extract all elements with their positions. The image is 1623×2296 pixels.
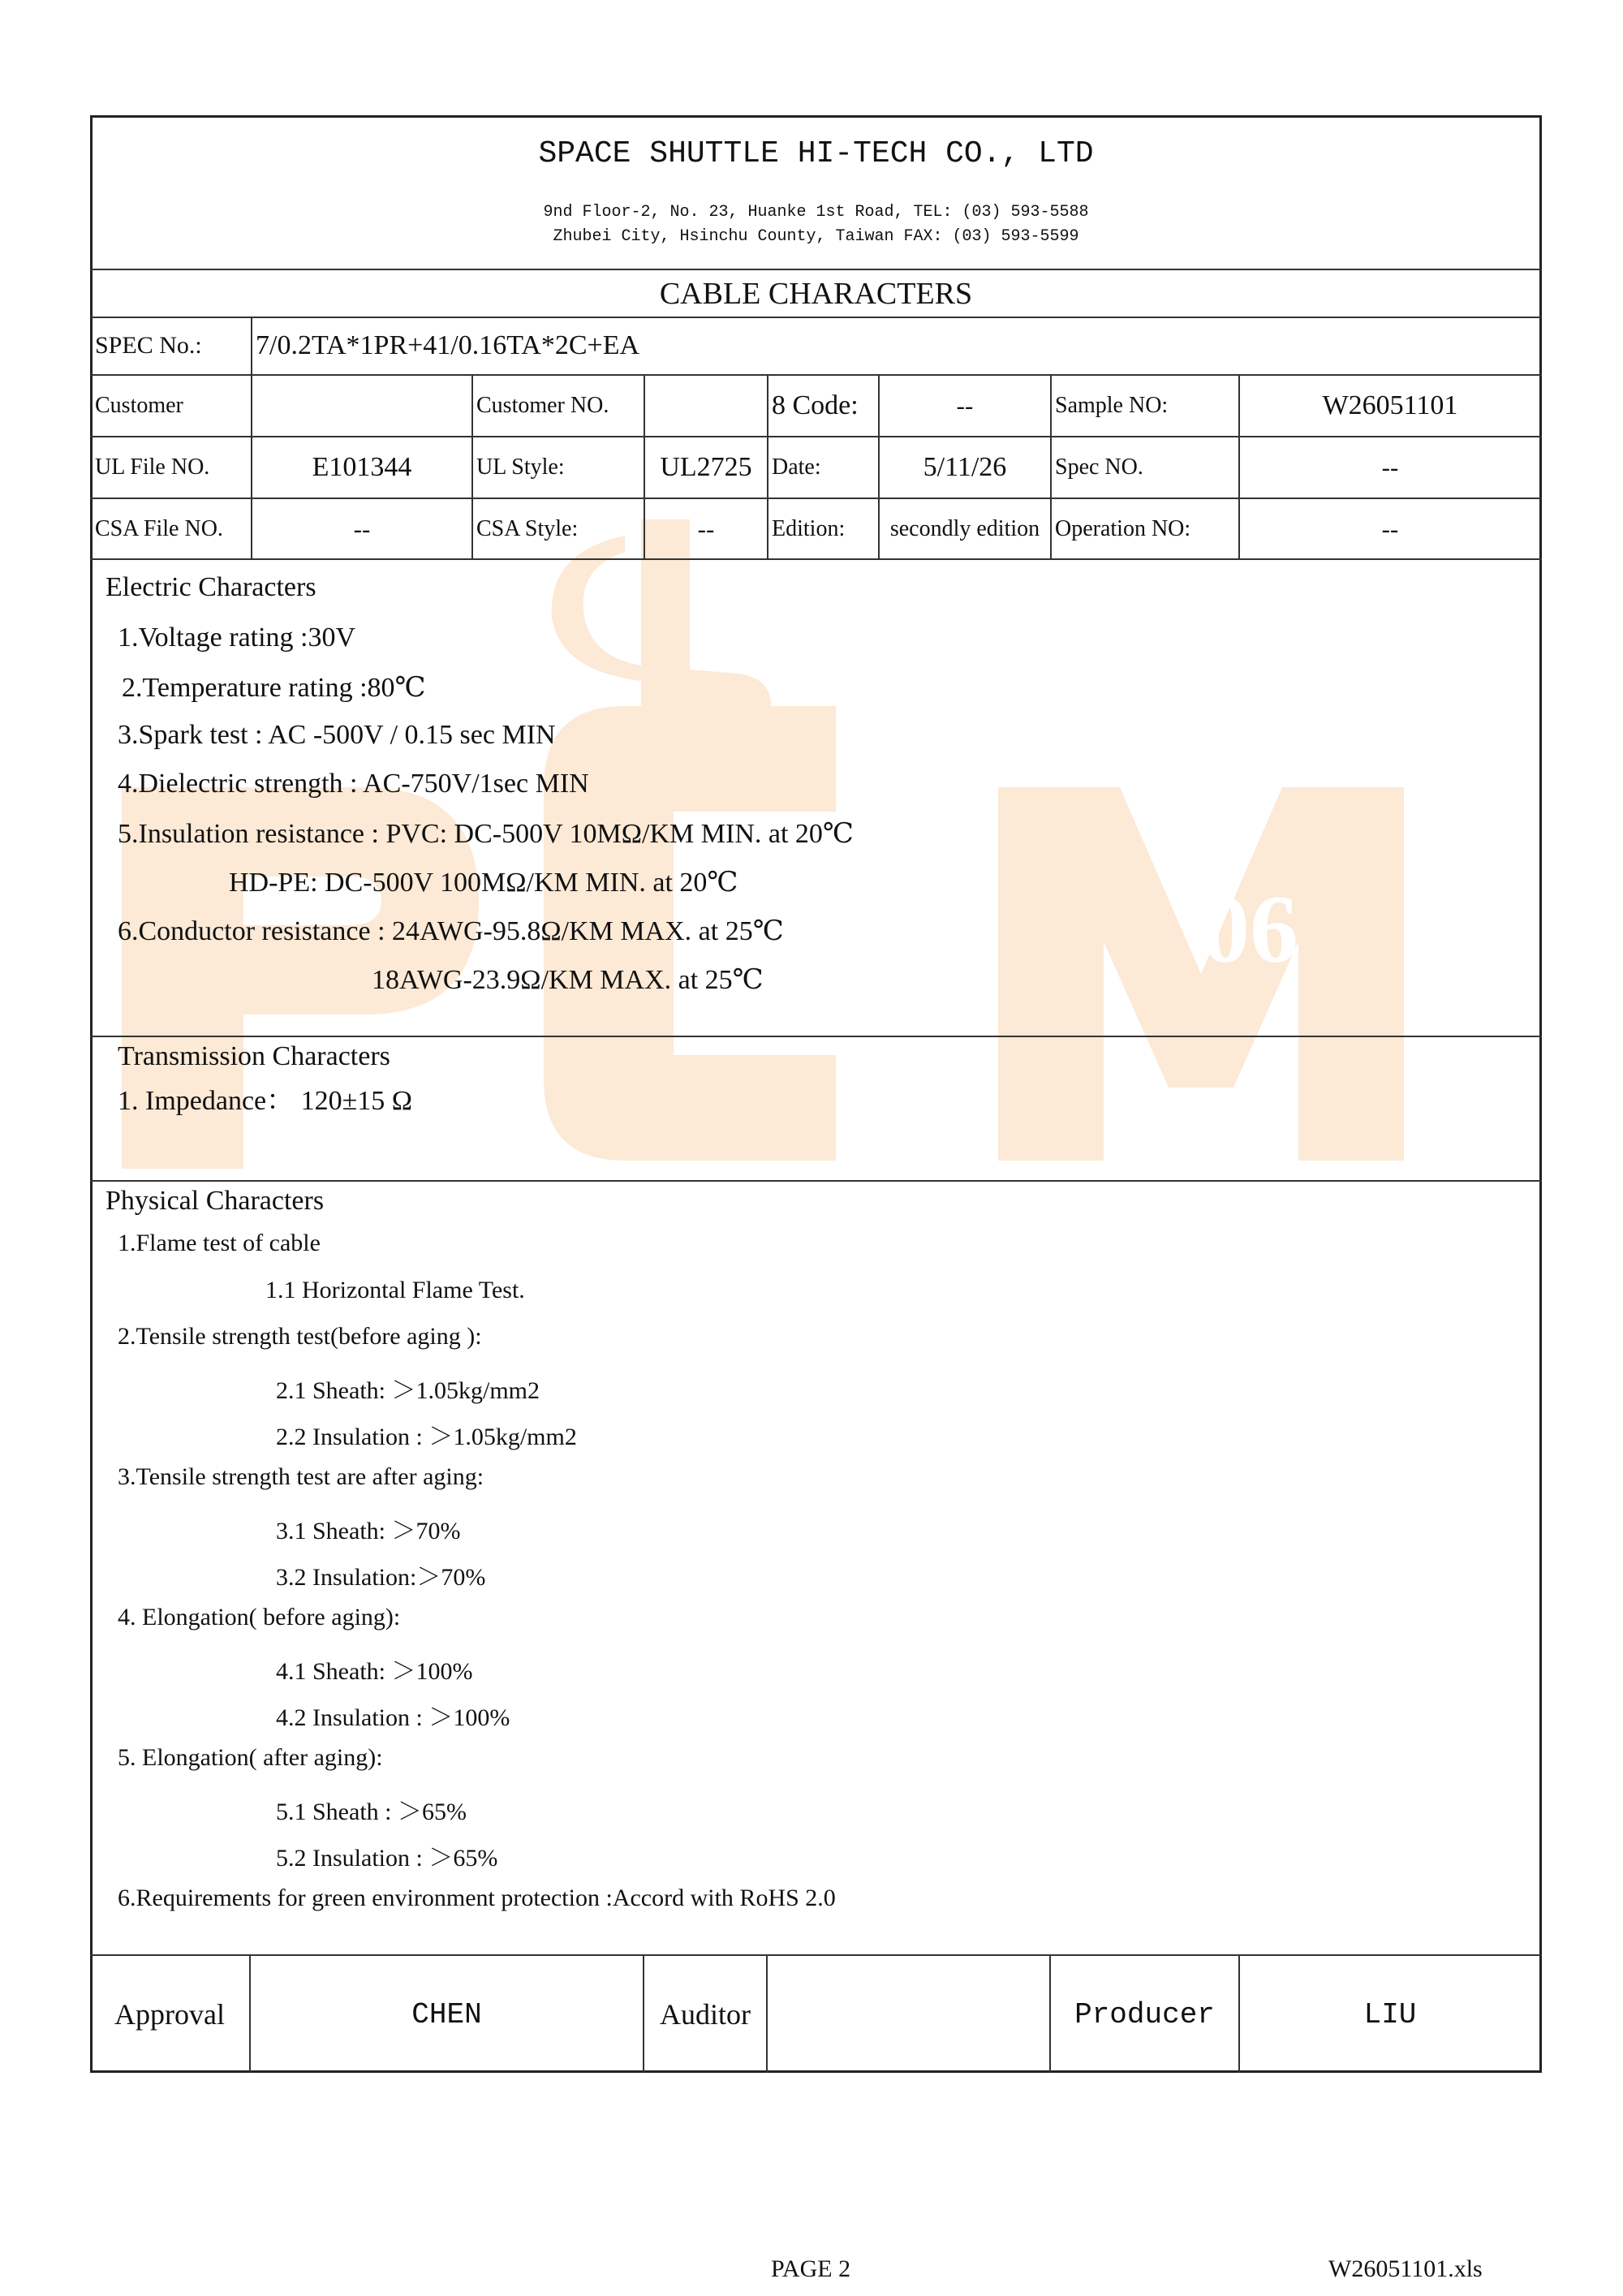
spec-no-label: Spec NO. bbox=[1055, 454, 1143, 480]
physical-item: 2.Tensile strength test(before aging ): bbox=[118, 1323, 482, 1350]
edition-value: secondly edition bbox=[889, 515, 1040, 541]
physical-item: 3.2 Insulation:＞70% bbox=[276, 1564, 486, 1591]
physical-heading: Physical Characters bbox=[105, 1186, 325, 1216]
company-name: SPACE SHUTTLE HI-TECH CO., LTD bbox=[538, 136, 1094, 171]
electric-item: 2.Temperature rating :80℃ bbox=[122, 673, 426, 703]
customer-label: Customer bbox=[95, 392, 183, 418]
physical-item: 3.1 Sheath: ＞70% bbox=[276, 1518, 461, 1544]
producer-label: Producer bbox=[1074, 1997, 1215, 2031]
company-address-line2: Zhubei City, Hsinchu County, Taiwan FAX: (03) 593-5599 bbox=[553, 227, 1079, 246]
document-title: CABLE CHARACTERS bbox=[659, 277, 973, 311]
physical-item: 5.1 Sheath : ＞65% bbox=[276, 1798, 467, 1825]
physical-item: 5.2 Insulation : ＞65% bbox=[276, 1845, 498, 1872]
spec-value: 7/0.2TA*1PR+41/0.16TA*2C+EA bbox=[256, 330, 640, 360]
spec-label: SPEC No.: bbox=[95, 332, 202, 359]
physical-item: 4.2 Insulation : ＞100% bbox=[276, 1704, 510, 1731]
code-label: 8 Code: bbox=[772, 390, 859, 420]
customer-no-label: Customer NO. bbox=[476, 392, 609, 418]
physical-item: 4.1 Sheath: ＞100% bbox=[276, 1658, 473, 1685]
ul-style-value: UL2725 bbox=[660, 452, 752, 482]
physical-item: 2.2 Insulation : ＞1.05kg/mm2 bbox=[276, 1424, 577, 1450]
physical-item: 5. Elongation( after aging): bbox=[118, 1744, 383, 1771]
divider bbox=[644, 374, 645, 559]
approval-label: Approval bbox=[114, 1998, 225, 2031]
physical-item: 6.Requirements for green environment protection :Accord with RoHS 2.0 bbox=[118, 1885, 836, 1911]
watermark-sub-text: 06 bbox=[1201, 875, 1298, 983]
divider bbox=[1050, 374, 1052, 559]
electric-heading: Electric Characters bbox=[105, 572, 316, 602]
electric-item: 18AWG-23.9Ω/KM MAX. at 25℃ bbox=[372, 965, 764, 995]
divider bbox=[1238, 374, 1240, 559]
divider bbox=[90, 269, 1542, 270]
divider bbox=[90, 1180, 1542, 1182]
divider bbox=[90, 558, 1542, 560]
page-number: PAGE 2 bbox=[771, 2255, 851, 2282]
divider bbox=[251, 374, 252, 559]
divider bbox=[878, 374, 880, 559]
physical-item: 1.Flame test of cable bbox=[118, 1230, 321, 1256]
electric-item: 3.Spark test : AC -500V / 0.15 sec MIN bbox=[118, 720, 556, 750]
divider bbox=[767, 374, 768, 559]
csa-file-value: -- bbox=[353, 514, 371, 543]
physical-item: 4. Elongation( before aging): bbox=[118, 1604, 401, 1630]
csa-style-label: CSA Style: bbox=[476, 515, 579, 541]
spec-no-value: -- bbox=[1381, 453, 1399, 481]
ul-style-label: UL Style: bbox=[476, 454, 565, 480]
transmission-heading: Transmission Characters bbox=[118, 1041, 390, 1071]
divider bbox=[471, 374, 473, 559]
file-name: W26051101.xls bbox=[1328, 2255, 1483, 2282]
electric-item: 1.Voltage rating :30V bbox=[118, 622, 356, 653]
electric-item: 5.Insulation resistance : PVC: DC-500V 10MΩ/KM MIN. at 20℃ bbox=[118, 819, 854, 849]
sample-no-label: Sample NO: bbox=[1055, 392, 1169, 418]
code-value: -- bbox=[956, 390, 974, 420]
date-label: Date: bbox=[772, 454, 821, 480]
electric-item: HD-PE: DC-500V 100MΩ/KM MIN. at 20℃ bbox=[229, 868, 738, 898]
physical-item: 1.1 Horizontal Flame Test. bbox=[265, 1277, 525, 1303]
approval-value: CHEN bbox=[411, 1997, 482, 2031]
producer-value: LIU bbox=[1363, 1997, 1417, 2031]
ul-file-label: UL File NO. bbox=[95, 454, 210, 480]
electric-item: 4.Dielectric strength : AC-750V/1sec MIN bbox=[118, 769, 589, 799]
physical-item: 2.1 Sheath: ＞1.05kg/mm2 bbox=[276, 1377, 540, 1404]
physical-item: 3.Tensile strength test are after aging: bbox=[118, 1463, 484, 1490]
electric-item: 6.Conductor resistance : 24AWG-95.8Ω/KM MAX. at 25℃ bbox=[118, 916, 784, 946]
edition-label: Edition: bbox=[772, 515, 846, 541]
csa-style-value: -- bbox=[697, 514, 715, 543]
divider bbox=[90, 1036, 1542, 1037]
operation-no-label: Operation NO: bbox=[1055, 515, 1191, 541]
sample-no-value: W26051101 bbox=[1322, 390, 1458, 420]
customer-value bbox=[252, 376, 471, 435]
ul-file-value: E101344 bbox=[312, 452, 412, 482]
operation-no-value: -- bbox=[1381, 514, 1399, 543]
company-address-line1: 9nd Floor-2, No. 23, Huanke 1st Road, TEL: (03) 593-5588 bbox=[543, 203, 1089, 222]
auditor-label: Auditor bbox=[660, 1998, 751, 2031]
transmission-item: 1. Impedance： 120±15 Ω bbox=[118, 1086, 413, 1116]
customer-no-value bbox=[645, 376, 767, 435]
auditor-value bbox=[768, 1956, 1049, 2073]
csa-file-label: CSA File NO. bbox=[95, 515, 223, 541]
date-value: 5/11/26 bbox=[923, 452, 1007, 482]
